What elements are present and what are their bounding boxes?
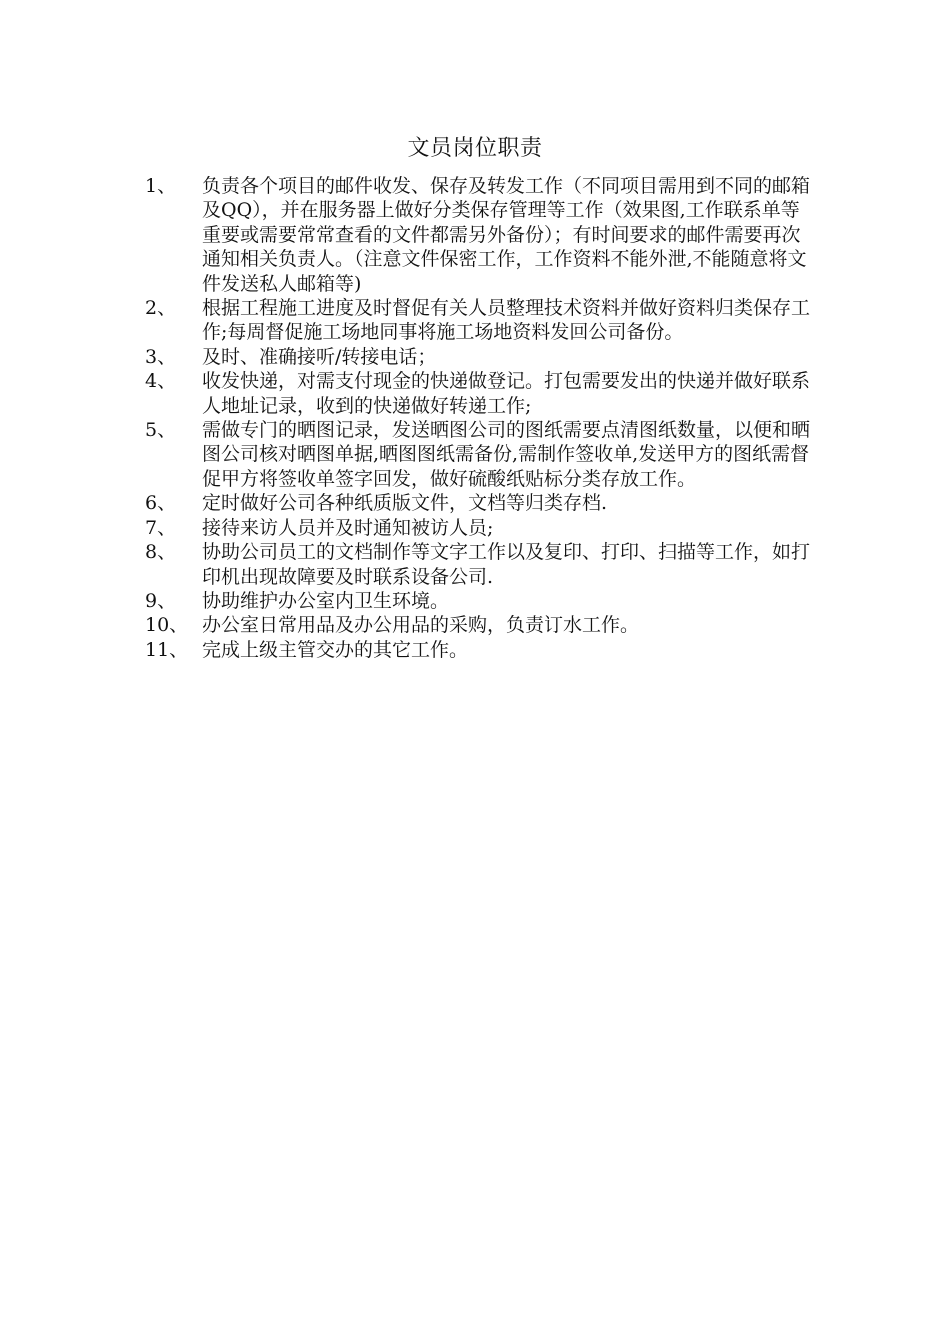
item-number: 1、 <box>145 175 177 197</box>
item-number: 2、 <box>145 297 177 320</box>
item-text: 收发快递，对需支付现金的快递做登记。打包需要发出的快递并做好联系人地址记录，收到的快递做好转递工作; <box>202 370 811 417</box>
item-number: 3、 <box>145 345 177 368</box>
list-item <box>145 345 817 369</box>
document-title: 文员岗位职责 <box>407 136 543 161</box>
list-item <box>145 638 817 662</box>
item-text: 办公室日常用品及办公用品的采购，负责订水工作。 <box>202 614 640 637</box>
item-text: 协助维护办公室内卫生环境。 <box>202 589 450 612</box>
item-number: 8、 <box>145 541 177 564</box>
item-text: 协助公司员工的文档制作等文字工作以及复印、打印、扫描等工作，如打印机出现故障要及时联系设备公司. <box>202 541 811 588</box>
list-item <box>145 589 817 613</box>
list-item <box>145 516 817 540</box>
list-item <box>145 296 817 345</box>
item-number: 7、 <box>145 516 177 539</box>
item-number: 6、 <box>145 492 177 515</box>
duties-list <box>145 174 817 662</box>
item-text: 定时做好公司各种纸质版文件，文档等归类存档. <box>202 492 608 515</box>
item-number: 10、 <box>145 614 189 637</box>
item-text: 负责各个项目的邮件收发、保存及转发工作（不同项目需用到不同的邮箱及QQ），并在服务器上做好分类保存管理等工作（效果图,工作联系单等重要或需要常常查看的文件都需另外备份）；有时间要求的邮件需要再次通知相关负责人。（注意文件保密工作，工作资料不能外泄,不能随意将文件发送私人邮箱等) <box>202 175 811 295</box>
list-item <box>145 418 817 491</box>
item-text: 及时、准确接听/转接电话； <box>202 345 437 368</box>
item-text: 完成上级主管交办的其它工作。 <box>202 638 469 661</box>
item-text: 根据工程施工进度及时督促有关人员整理技术资料并做好资料归类保存工作;每周督促施工场地同事将施工场地资料发回公司备份。 <box>202 297 811 344</box>
item-number: 9、 <box>145 589 177 612</box>
item-text: 需做专门的晒图记录，发送晒图公司的图纸需要点清图纸数量，以便和晒图公司核对晒图单据,晒图图纸需备份,需制作签收单,发送甲方的图纸需督促甲方将签收单签字回发，做好硫酸纸贴标分类存放工作。 <box>202 419 811 490</box>
item-number: 4、 <box>145 370 177 393</box>
item-text: 接待来访人员并及时通知被访人员; <box>202 516 494 539</box>
list-item <box>145 613 817 637</box>
item-number: 11、 <box>145 638 189 661</box>
list-item <box>145 174 817 296</box>
list-item <box>145 369 817 418</box>
item-number: 5、 <box>145 419 177 442</box>
list-item <box>145 491 817 515</box>
list-item <box>145 540 817 589</box>
